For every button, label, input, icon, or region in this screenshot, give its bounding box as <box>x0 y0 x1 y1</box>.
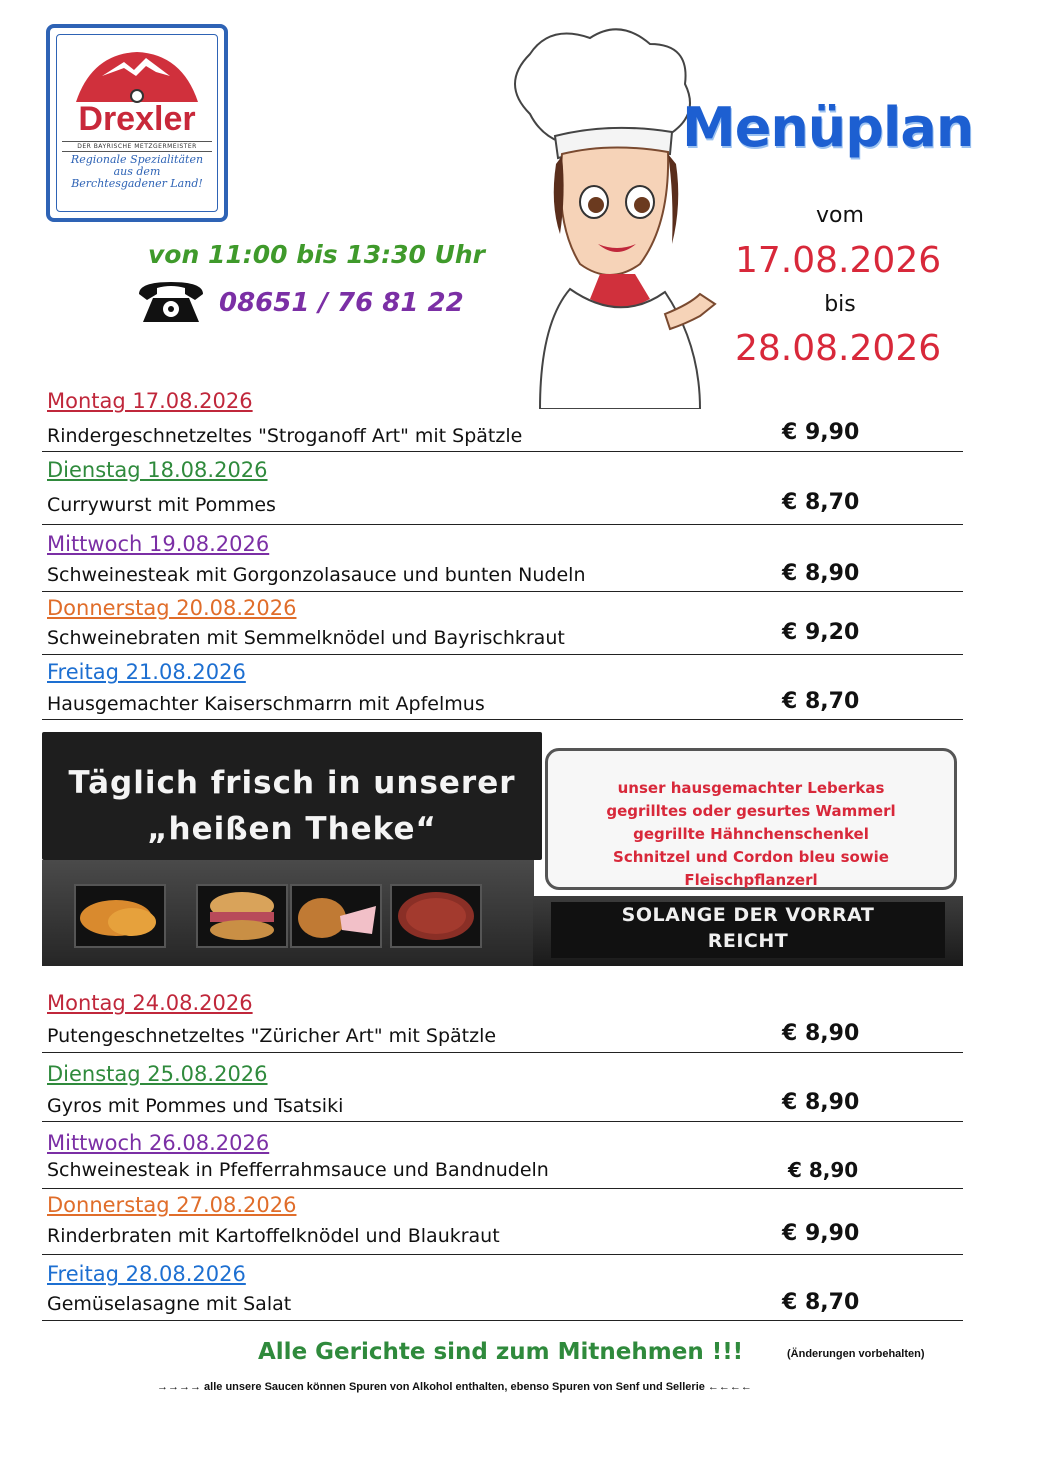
dish-tuesday-1: Currywurst mit Pommes <box>47 494 276 516</box>
stock-line-1: SOLANGE DER VORRAT <box>621 904 875 926</box>
takeaway-note: Alle Gerichte sind zum Mitnehmen !!! <box>258 1339 744 1365</box>
food-tray <box>42 860 534 966</box>
row-divider <box>42 1254 963 1255</box>
dish-tuesday-2: Gyros mit Pommes und Tsatsiki <box>47 1095 344 1117</box>
price-wednesday-1: € 8,90 <box>782 561 860 586</box>
dish-friday-1: Hausgemachter Kaiserschmarrn mit Apfelmus <box>47 693 485 715</box>
stock-notice <box>533 896 963 966</box>
price-thursday-1: € 9,20 <box>782 620 860 645</box>
day-label-thursday-2: Donnerstag 27.08.2026 <box>47 1193 297 1217</box>
price-tuesday-1: € 8,70 <box>782 490 860 515</box>
drexler-logo <box>46 24 228 222</box>
allergy-note: →→→→ alle unsere Saucen können Spuren von Alkohol enthalten, ebenso Spuren von Senf und Sellerie ←←←← <box>157 1381 752 1393</box>
day-label-thursday-1: Donnerstag 20.08.2026 <box>47 596 297 620</box>
changes-reserved-note: (Änderungen vorbehalten) <box>787 1348 925 1360</box>
dish-wednesday-1: Schweinesteak mit Gorgonzolasauce und bunten Nudeln <box>47 564 586 586</box>
specials-list <box>548 777 954 892</box>
day-label-wednesday-2: Mittwoch 26.08.2026 <box>47 1131 270 1155</box>
stock-notice-text <box>551 902 945 958</box>
banner-title-line-2: „heißen Theke“ <box>147 811 437 847</box>
row-divider <box>42 591 963 592</box>
day-label-wednesday-1: Mittwoch 19.08.2026 <box>47 532 270 556</box>
date-to: 28.08.2026 <box>735 328 942 369</box>
special-item: gegrilltes oder gesurtes Wammerl <box>606 802 896 820</box>
date-from: 17.08.2026 <box>735 240 942 281</box>
row-divider <box>42 1121 963 1122</box>
from-label: vom <box>816 203 864 228</box>
dish-wednesday-2: Schweinesteak in Pfefferrahmsauce und Bandnudeln <box>47 1159 549 1181</box>
special-item: Schnitzel und Cordon bleu sowie <box>613 848 889 866</box>
dish-monday-2: Putengeschnetzeltes "Züricher Art" mit Spätzle <box>47 1025 497 1047</box>
telephone-icon <box>133 276 209 326</box>
day-label-monday-1: Montag 17.08.2026 <box>47 389 253 413</box>
logo-brand: Drexler <box>78 100 196 138</box>
to-label: bis <box>824 292 856 317</box>
logo-tagline-3: Berchtesgadener Land! <box>71 177 203 190</box>
special-item: unser hausgemachter Leberkas <box>617 779 885 797</box>
day-label-friday-2: Freitag 28.08.2026 <box>47 1262 246 1286</box>
row-divider <box>42 719 963 720</box>
day-label-tuesday-2: Dienstag 25.08.2026 <box>47 1062 268 1086</box>
row-divider <box>42 1320 963 1321</box>
hot-counter-banner <box>42 732 542 860</box>
price-monday-1: € 9,90 <box>782 420 860 445</box>
price-thursday-2: € 9,90 <box>782 1221 860 1246</box>
row-divider <box>42 524 963 525</box>
chef-illustration <box>500 24 730 409</box>
row-divider <box>42 451 963 452</box>
cordon-bleu-image <box>290 884 382 948</box>
special-item: Fleischpflanzerl <box>684 871 818 889</box>
day-label-friday-1: Freitag 21.08.2026 <box>47 660 246 684</box>
opening-hours: von 11:00 bis 13:30 Uhr <box>148 240 486 269</box>
day-label-tuesday-1: Dienstag 18.08.2026 <box>47 458 268 482</box>
banner-title <box>42 760 542 852</box>
price-friday-2: € 8,70 <box>782 1290 860 1315</box>
price-tuesday-2: € 8,90 <box>782 1090 860 1115</box>
price-friday-1: € 8,70 <box>782 689 860 714</box>
banner-title-line-1: Täglich frisch in unserer <box>68 765 516 801</box>
leberkas-roll-image <box>196 884 288 948</box>
phone-number[interactable]: 08651 / 76 81 22 <box>219 288 464 318</box>
row-divider <box>42 1052 963 1053</box>
special-item: gegrillte Hähnchenschenkel <box>633 825 869 843</box>
mountain-icon <box>72 46 202 104</box>
price-monday-2: € 8,90 <box>782 1021 860 1046</box>
specials-bubble <box>545 748 957 890</box>
fleischpflanzerl-image <box>390 884 482 948</box>
schnitzel-image <box>74 884 166 948</box>
day-label-monday-2: Montag 24.08.2026 <box>47 991 253 1015</box>
logo-tagline-1: Regionale Spezialitäten <box>70 153 204 166</box>
row-divider <box>42 1188 963 1189</box>
logo-tagline <box>64 154 210 190</box>
price-wednesday-2: € 8,90 <box>788 1158 859 1182</box>
stock-line-2: REICHT <box>707 930 789 952</box>
logo-subtitle: DER BAYRISCHE METZGERMEISTER <box>62 141 212 152</box>
dish-monday-1: Rindergeschnetzeltes "Stroganoff Art" mit Spätzle <box>47 425 523 447</box>
menu-title: Menüplan <box>682 96 974 159</box>
dish-thursday-1: Schweinebraten mit Semmelknödel und Bayrischkraut <box>47 627 565 649</box>
dish-thursday-2: Rinderbraten mit Kartoffelknödel und Blaukraut <box>47 1225 500 1247</box>
dish-friday-2: Gemüselasagne mit Salat <box>47 1293 292 1315</box>
row-divider <box>42 654 963 655</box>
logo-tagline-2: aus dem <box>113 165 161 178</box>
